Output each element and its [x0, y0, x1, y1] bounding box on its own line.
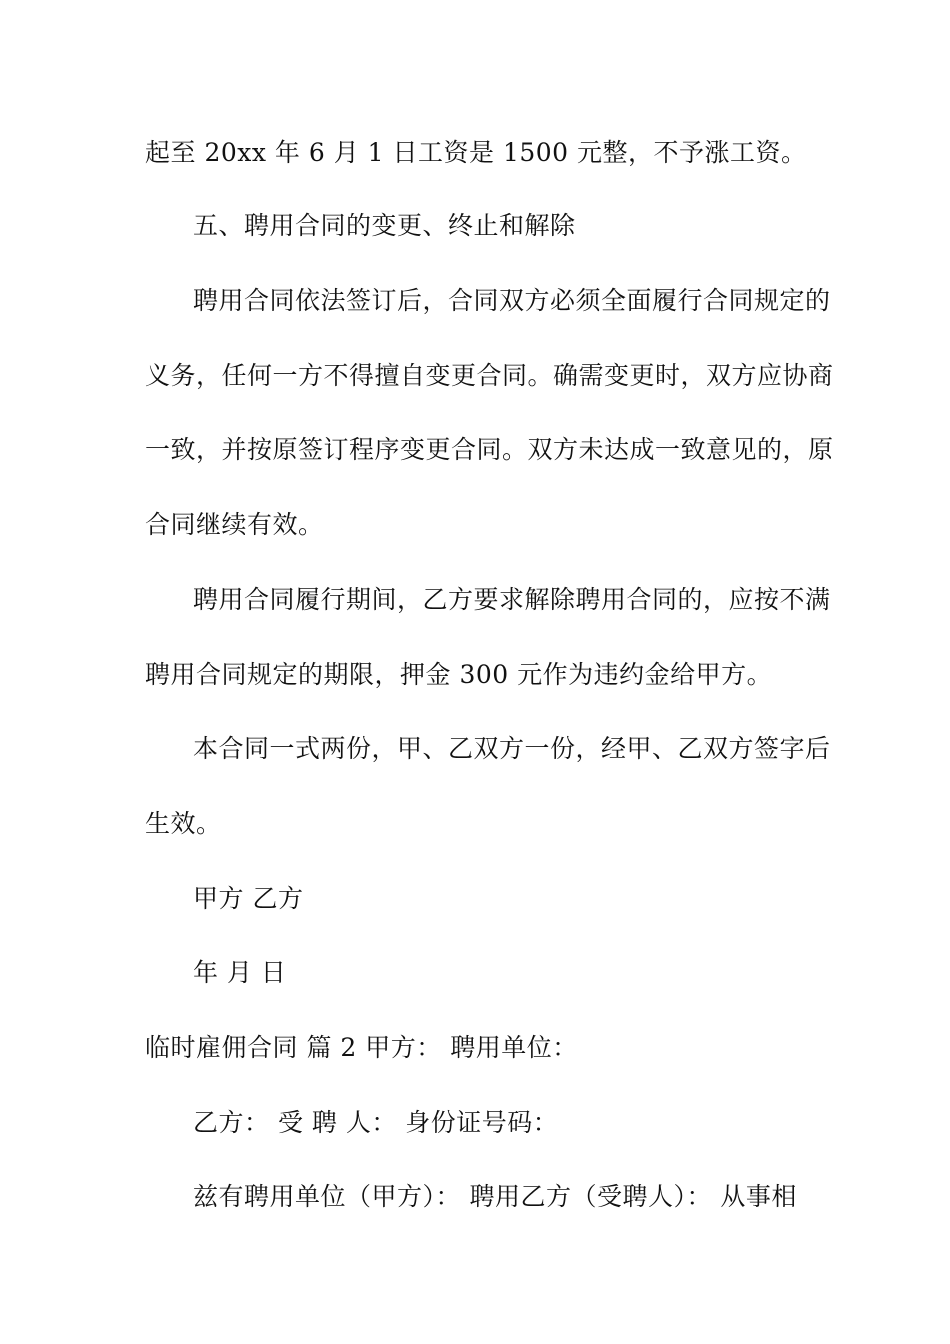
section-heading: 五、聘用合同的变更、终止和解除: [193, 211, 576, 240]
party-b-line: 乙方： 受 聘 人： 身份证号码：: [193, 1108, 559, 1137]
paragraph-line: 一致，并按原签订程序变更合同。双方未达成一致意见的，原: [145, 435, 834, 464]
paragraph-line: 本合同一式两份，甲、乙双方一份，经甲、乙双方签字后: [193, 734, 831, 763]
paragraph-line: 生效。: [145, 809, 222, 838]
paragraph-line: 聘用合同依法签订后，合同双方必须全面履行合同规定的: [193, 286, 831, 315]
paragraph-line: 聘用合同规定的期限，押金 300 元作为违约金给甲方。: [145, 660, 773, 689]
paragraph-line: 兹有聘用单位（甲方）： 聘用乙方（受聘人）： 从事相: [193, 1182, 797, 1211]
signature-date: 年 月 日: [193, 958, 287, 987]
signature-parties: 甲方 乙方: [193, 884, 304, 913]
paragraph-line: 义务，任何一方不得擅自变更合同。确需变更时，双方应协商: [145, 361, 834, 390]
contract-title-line: 临时雇佣合同 篇 2 甲方： 聘用单位：: [145, 1033, 578, 1062]
paragraph-line: 起至 20xx 年 6 月 1 日工资是 1500 元整，不予涨工资。: [145, 138, 807, 167]
paragraph-line: 合同继续有效。: [145, 510, 324, 539]
paragraph-line: 聘用合同履行期间，乙方要求解除聘用合同的，应按不满: [193, 585, 831, 614]
